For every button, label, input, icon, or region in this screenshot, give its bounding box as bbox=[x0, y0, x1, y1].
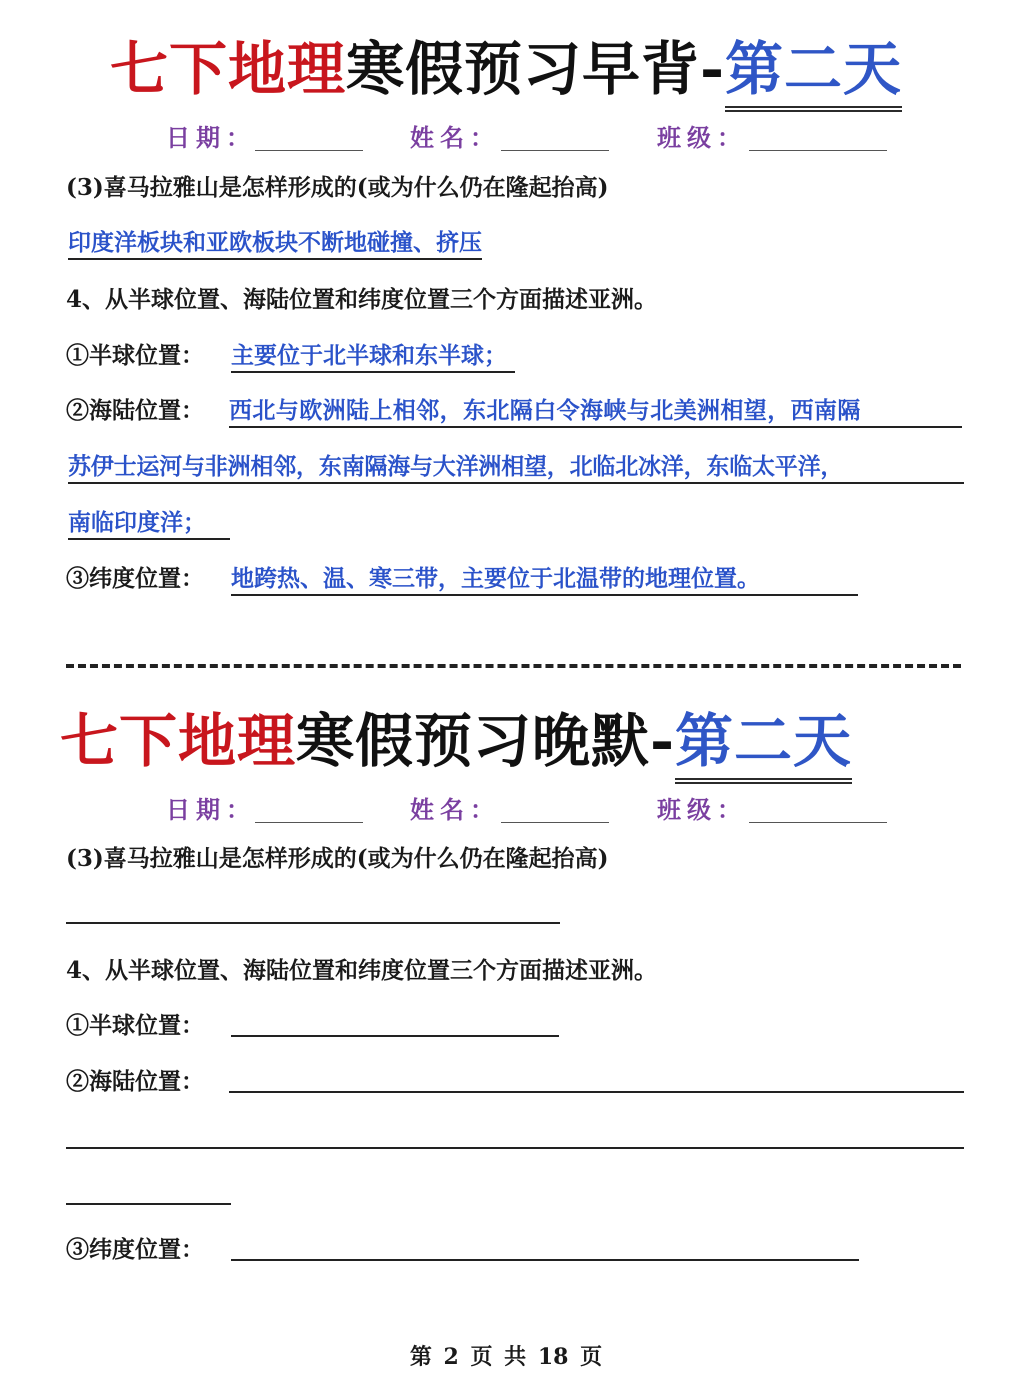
sea-land-answer-line2: 苏伊士运河与非洲相邻，东南隔海与大洋洲相望，北临北冰洋，东临太平洋， bbox=[68, 448, 964, 484]
evening-title-blue: 第二天 bbox=[675, 694, 852, 778]
morning-title bbox=[0, 22, 1012, 106]
q3-blank[interactable] bbox=[66, 922, 560, 924]
section-divider bbox=[66, 664, 961, 668]
evening-title-red: 七下地理 bbox=[59, 707, 296, 775]
class-label-2: 班级： bbox=[657, 795, 747, 824]
date-field-2[interactable] bbox=[255, 822, 363, 823]
class-field-2[interactable] bbox=[749, 822, 887, 823]
morning-title-black: 寒假预习早背- bbox=[345, 35, 726, 103]
morning-title-blue: 第二天 bbox=[725, 22, 902, 106]
name-field-2[interactable] bbox=[501, 822, 609, 823]
sea-land-label: ②海陆位置： bbox=[66, 397, 204, 424]
latitude-answer: 地跨热、温、寒三带，主要位于北温带的地理位置。 bbox=[231, 560, 858, 596]
name-label: 姓名： bbox=[410, 123, 500, 152]
q3-answer: 印度洋板块和亚欧板块不断地碰撞、挤压 bbox=[68, 224, 482, 260]
name-label-2: 姓名： bbox=[410, 795, 500, 824]
name-field[interactable] bbox=[501, 150, 609, 151]
latitude-label: ③纬度位置： bbox=[66, 565, 204, 592]
sea-land-answer-line1: 西北与欧洲陆上相邻，东北隔白令海峡与北美洲相望，西南隔 bbox=[229, 392, 962, 428]
evening-title bbox=[0, 694, 962, 778]
sea-land-blank-2[interactable] bbox=[66, 1147, 964, 1149]
page-number: 第 2 页 共 18 页 bbox=[409, 1344, 603, 1370]
latitude-blank[interactable] bbox=[231, 1259, 859, 1261]
hemisphere-blank[interactable] bbox=[231, 1035, 559, 1037]
latitude-label-2: ③纬度位置： bbox=[66, 1236, 204, 1263]
hemisphere-label-2: ①半球位置： bbox=[66, 1012, 204, 1039]
sea-land-answer-line3: 南临印度洋； bbox=[68, 504, 230, 540]
evening-title-black: 寒假预习晚默- bbox=[295, 707, 676, 775]
q3-text-2: (3)喜马拉雅山是怎样形成的(或为什么仍在隆起抬高) bbox=[66, 845, 609, 872]
hemisphere-answer: 主要位于北半球和东半球； bbox=[231, 337, 515, 373]
class-label: 班级： bbox=[657, 123, 747, 152]
sea-land-blank-1[interactable] bbox=[229, 1091, 964, 1093]
morning-title-red: 七下地理 bbox=[109, 35, 346, 103]
class-field[interactable] bbox=[749, 150, 887, 151]
q4-text-2: 4、从半球位置、海陆位置和纬度位置三个方面描述亚洲。 bbox=[66, 957, 658, 984]
date-field[interactable] bbox=[255, 150, 363, 151]
date-label-2: 日期： bbox=[166, 795, 256, 824]
q4-text: 4、从半球位置、海陆位置和纬度位置三个方面描述亚洲。 bbox=[66, 286, 658, 313]
q3-text: (3)喜马拉雅山是怎样形成的(或为什么仍在隆起抬高) bbox=[66, 174, 609, 201]
date-label: 日期： bbox=[166, 123, 256, 152]
sea-land-blank-3[interactable] bbox=[66, 1203, 231, 1205]
sea-land-label-2: ②海陆位置： bbox=[66, 1068, 204, 1095]
hemisphere-label: ①半球位置： bbox=[66, 342, 204, 369]
